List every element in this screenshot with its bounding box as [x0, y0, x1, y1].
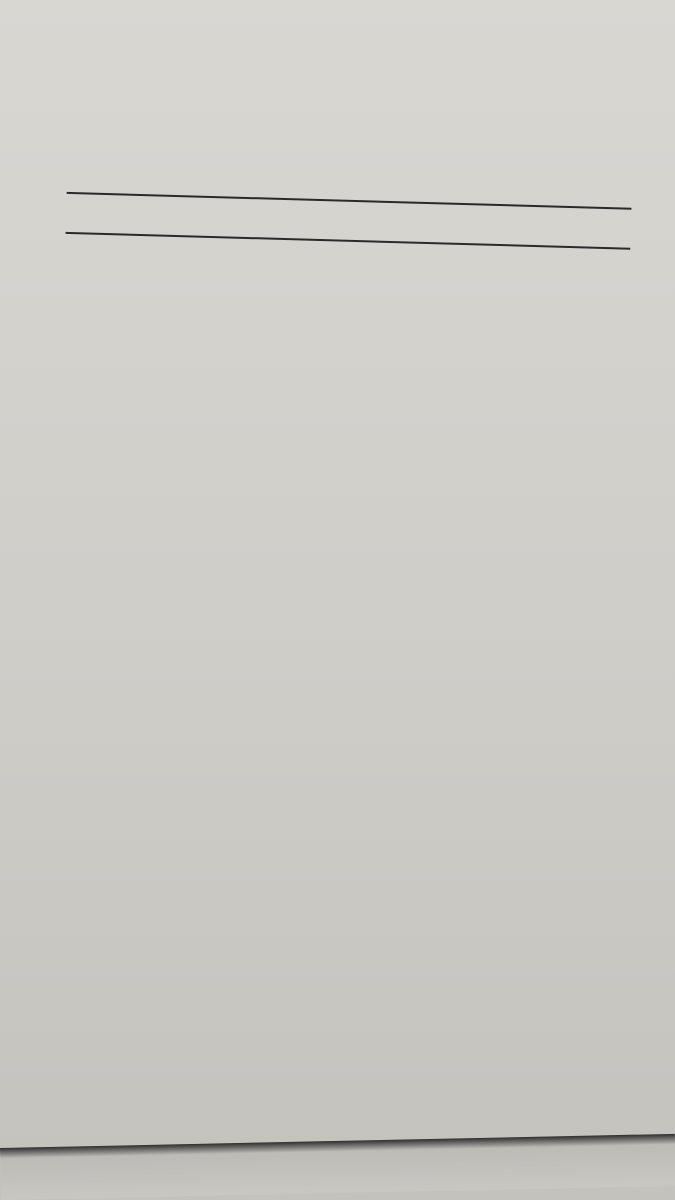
reading-text [61, 264, 661, 281]
answer-options-list [145, 0, 635, 8]
page-edge-shadow [0, 1134, 675, 1200]
top-rule [67, 192, 632, 210]
bottom-rule [65, 232, 630, 250]
